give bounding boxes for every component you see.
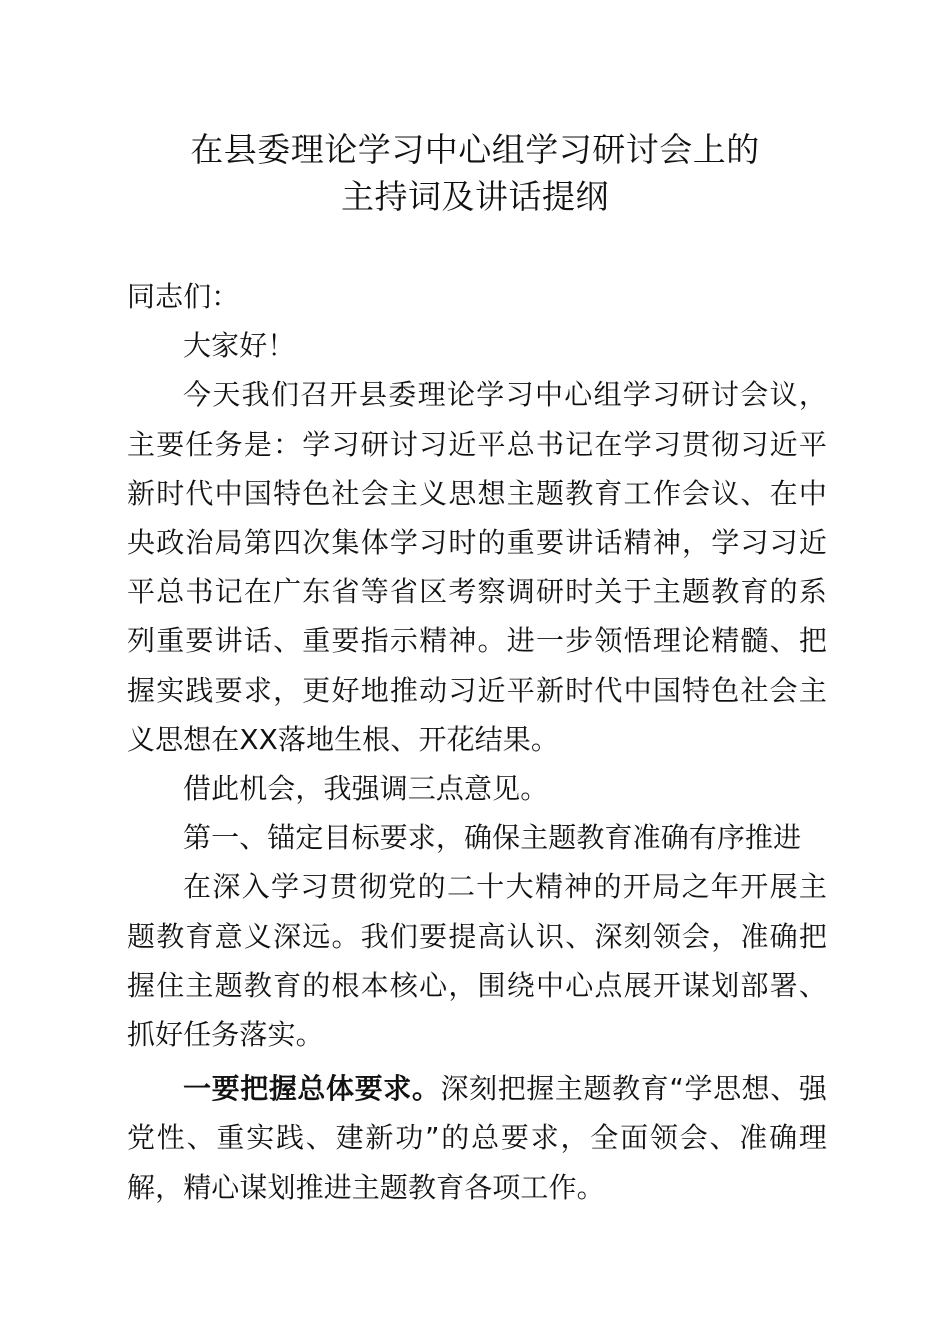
section-heading-first: 第一、锚定目标要求，确保主题教育准确有序推进 [183, 821, 802, 855]
title-line-2: 主持词及讲话提纲 [341, 177, 609, 216]
document-title [0, 126, 950, 220]
point-one-lead: 一要把握总体要求。 [183, 1072, 441, 1106]
section-first-paragraph: 在深入学习贯彻党的二十大精神的开局之年开展主题教育意义深远。我们要提高认识、深刻领会，准确把握住主题教育的根本核心，围绕中心点展开谋划部署、抓好任务落实。 [127, 870, 827, 1052]
title-line-1: 在县委理论学习中心组学习研讨会上的 [190, 130, 760, 169]
point-one-paragraph [127, 1064, 827, 1212]
document-body [127, 272, 827, 1212]
intro-paragraph: 今天我们召开县委理论学习中心组学习研讨会议，主要任务是：学习研讨习近平总书记在学习贯彻习近平新时代中国特色社会主义思想主题教育工作会议、在中央政治局第四次集体学习时的重要讲话精神，学习习近平总书记在广东省等省区考察调研时关于主题教育的系列重要讲话、重要指示精神。进一步领悟理论精髓、把握实践要求，更好地推动习近平新时代中国特色社会主义思想在XX落地生根、开花结果。 [127, 378, 827, 756]
point-one-text: 深刻把握主题教育“学思想、强党性、重实践、建新功”的总要求，全面领会、准确理解，精心谋划推进主题教育各项工作。 [127, 1072, 827, 1204]
greeting-paragraph: 大家好！ [183, 329, 296, 363]
opportunity-paragraph: 借此机会，我强调三点意见。 [183, 772, 549, 806]
salutation: 同志们： [127, 280, 240, 313]
